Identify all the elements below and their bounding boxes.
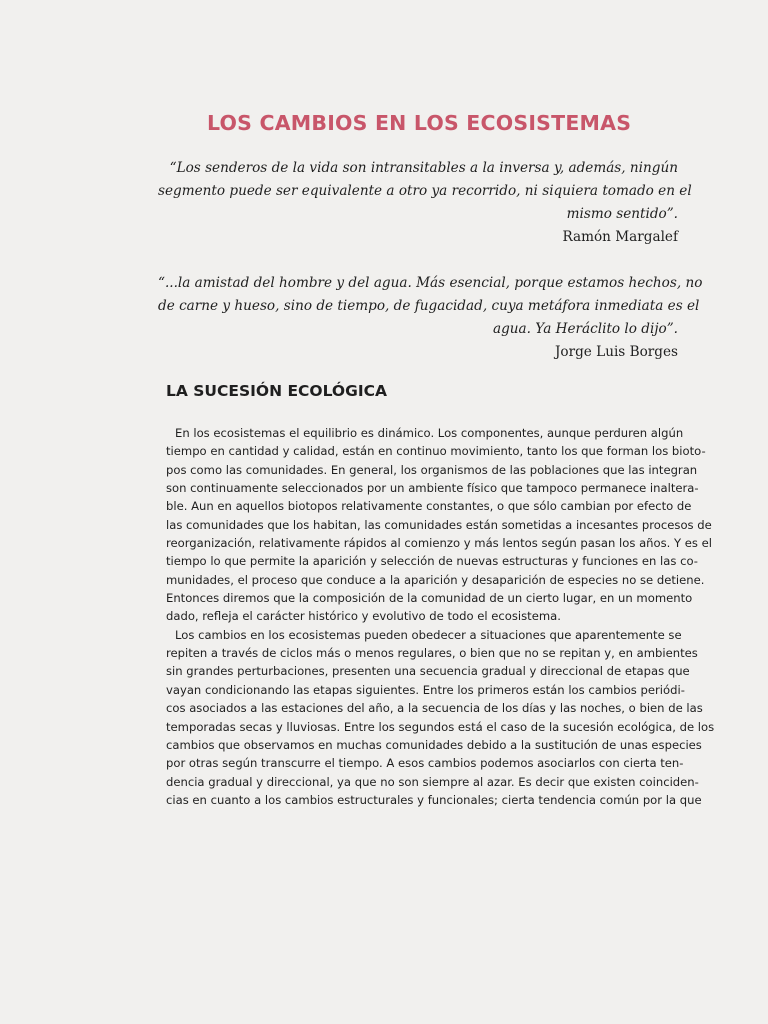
body-line: tiempo en cantidad y calidad, están en continuo movimiento, tanto los que forman los bioto- [166, 444, 706, 459]
quote-line: mismo sentido”. [566, 206, 678, 222]
epigraph-quote-borges [158, 272, 703, 364]
body-line: En los ecosistemas el equilibrio es dinámico. Los componentes, aunque perduren algún [175, 426, 684, 440]
body-line: las comunidades que los habitan, las comunidades están sometidas a incesantes procesos de [166, 517, 712, 532]
quote-line: agua. Ya Heráclito lo dijo”. [492, 321, 678, 337]
body-line: por otras según transcurre el tiempo. A esos cambios podemos asociarlos con cierta ten- [166, 756, 684, 771]
body-line: sin grandes perturbaciones, presenten una secuencia gradual y direccional de etapas que [166, 664, 690, 679]
body-line: dencia gradual y direccional, ya que no son siempre al azar. Es decir que existen coinciden- [166, 774, 699, 789]
body-line: temporadas secas y lluviosas. Entre los segundos está el caso de la sucesión ecológica, de los [166, 719, 715, 734]
quote-line: de carne y hueso, sino de tiempo, de fugacidad, cuya metáfora inmediata es el [158, 298, 700, 314]
body-line: tiempo lo que permite la aparición y selección de nuevas estructuras y funciones en las co- [166, 554, 698, 569]
body-line: vayan condicionando las etapas siguientes. Entre los primeros están los cambios periódi- [166, 682, 685, 697]
body-line: cos asociados a las estaciones del año, a la secuencia de los días y las noches, o bien de las [166, 701, 703, 716]
page-title: LOS CAMBIOS EN LOS ECOSISTEMAS [207, 111, 632, 135]
epigraph-quote-margalef [158, 157, 692, 249]
body-line: dado, refleja el carácter histórico y evolutivo de todo el ecosistema. [166, 609, 561, 624]
body-line: pos como las comunidades. En general, los organismos de las poblaciones que las integran [166, 462, 698, 477]
body-line: munidades, el proceso que conduce a la aparición y desaparición de especies no se detiene. [166, 572, 705, 587]
quote-line: segmento puede ser equivalente a otro ya recorrido, ni siquiera tomado en el [158, 183, 692, 199]
body-line: Entonces diremos que la composición de la comunidad de un cierto lugar, en un momento [166, 591, 693, 606]
body-line: cambios que observamos en muchas comunidades debido a la sustitución de unas especies [166, 737, 702, 752]
quote-author: Jorge Luis Borges [554, 344, 678, 360]
body-line: repiten a través de ciclos más o menos regulares, o bien que no se repitan y, en ambientes [166, 646, 698, 661]
quote-line: “Los senderos de la vida son intransitables a la inversa y, además, ningún [169, 160, 678, 176]
body-text [166, 424, 715, 809]
quote-author: Ramón Margalef [562, 229, 678, 245]
body-line: Los cambios en los ecosistemas pueden obedecer a situaciones que aparentemente se [175, 627, 682, 642]
section-heading: LA SUCESIÓN ECOLÓGICA [166, 382, 387, 400]
body-line: ble. Aun en aquellos biotopos relativamente constantes, o que sólo cambian por efecto de [166, 499, 692, 514]
body-line: reorganización, relativamente rápidos al comienzo y más lentos según pasan los años. Y es el [166, 536, 713, 551]
body-line: son continuamente seleccionados por un ambiente físico que tampoco permanece inaltera- [166, 481, 699, 496]
body-line: cias en cuanto a los cambios estructurales y funcionales; cierta tendencia común por la que [166, 792, 702, 807]
quote-line: “...la amistad del hombre y del agua. Más esencial, porque estamos hechos, no [158, 275, 703, 291]
